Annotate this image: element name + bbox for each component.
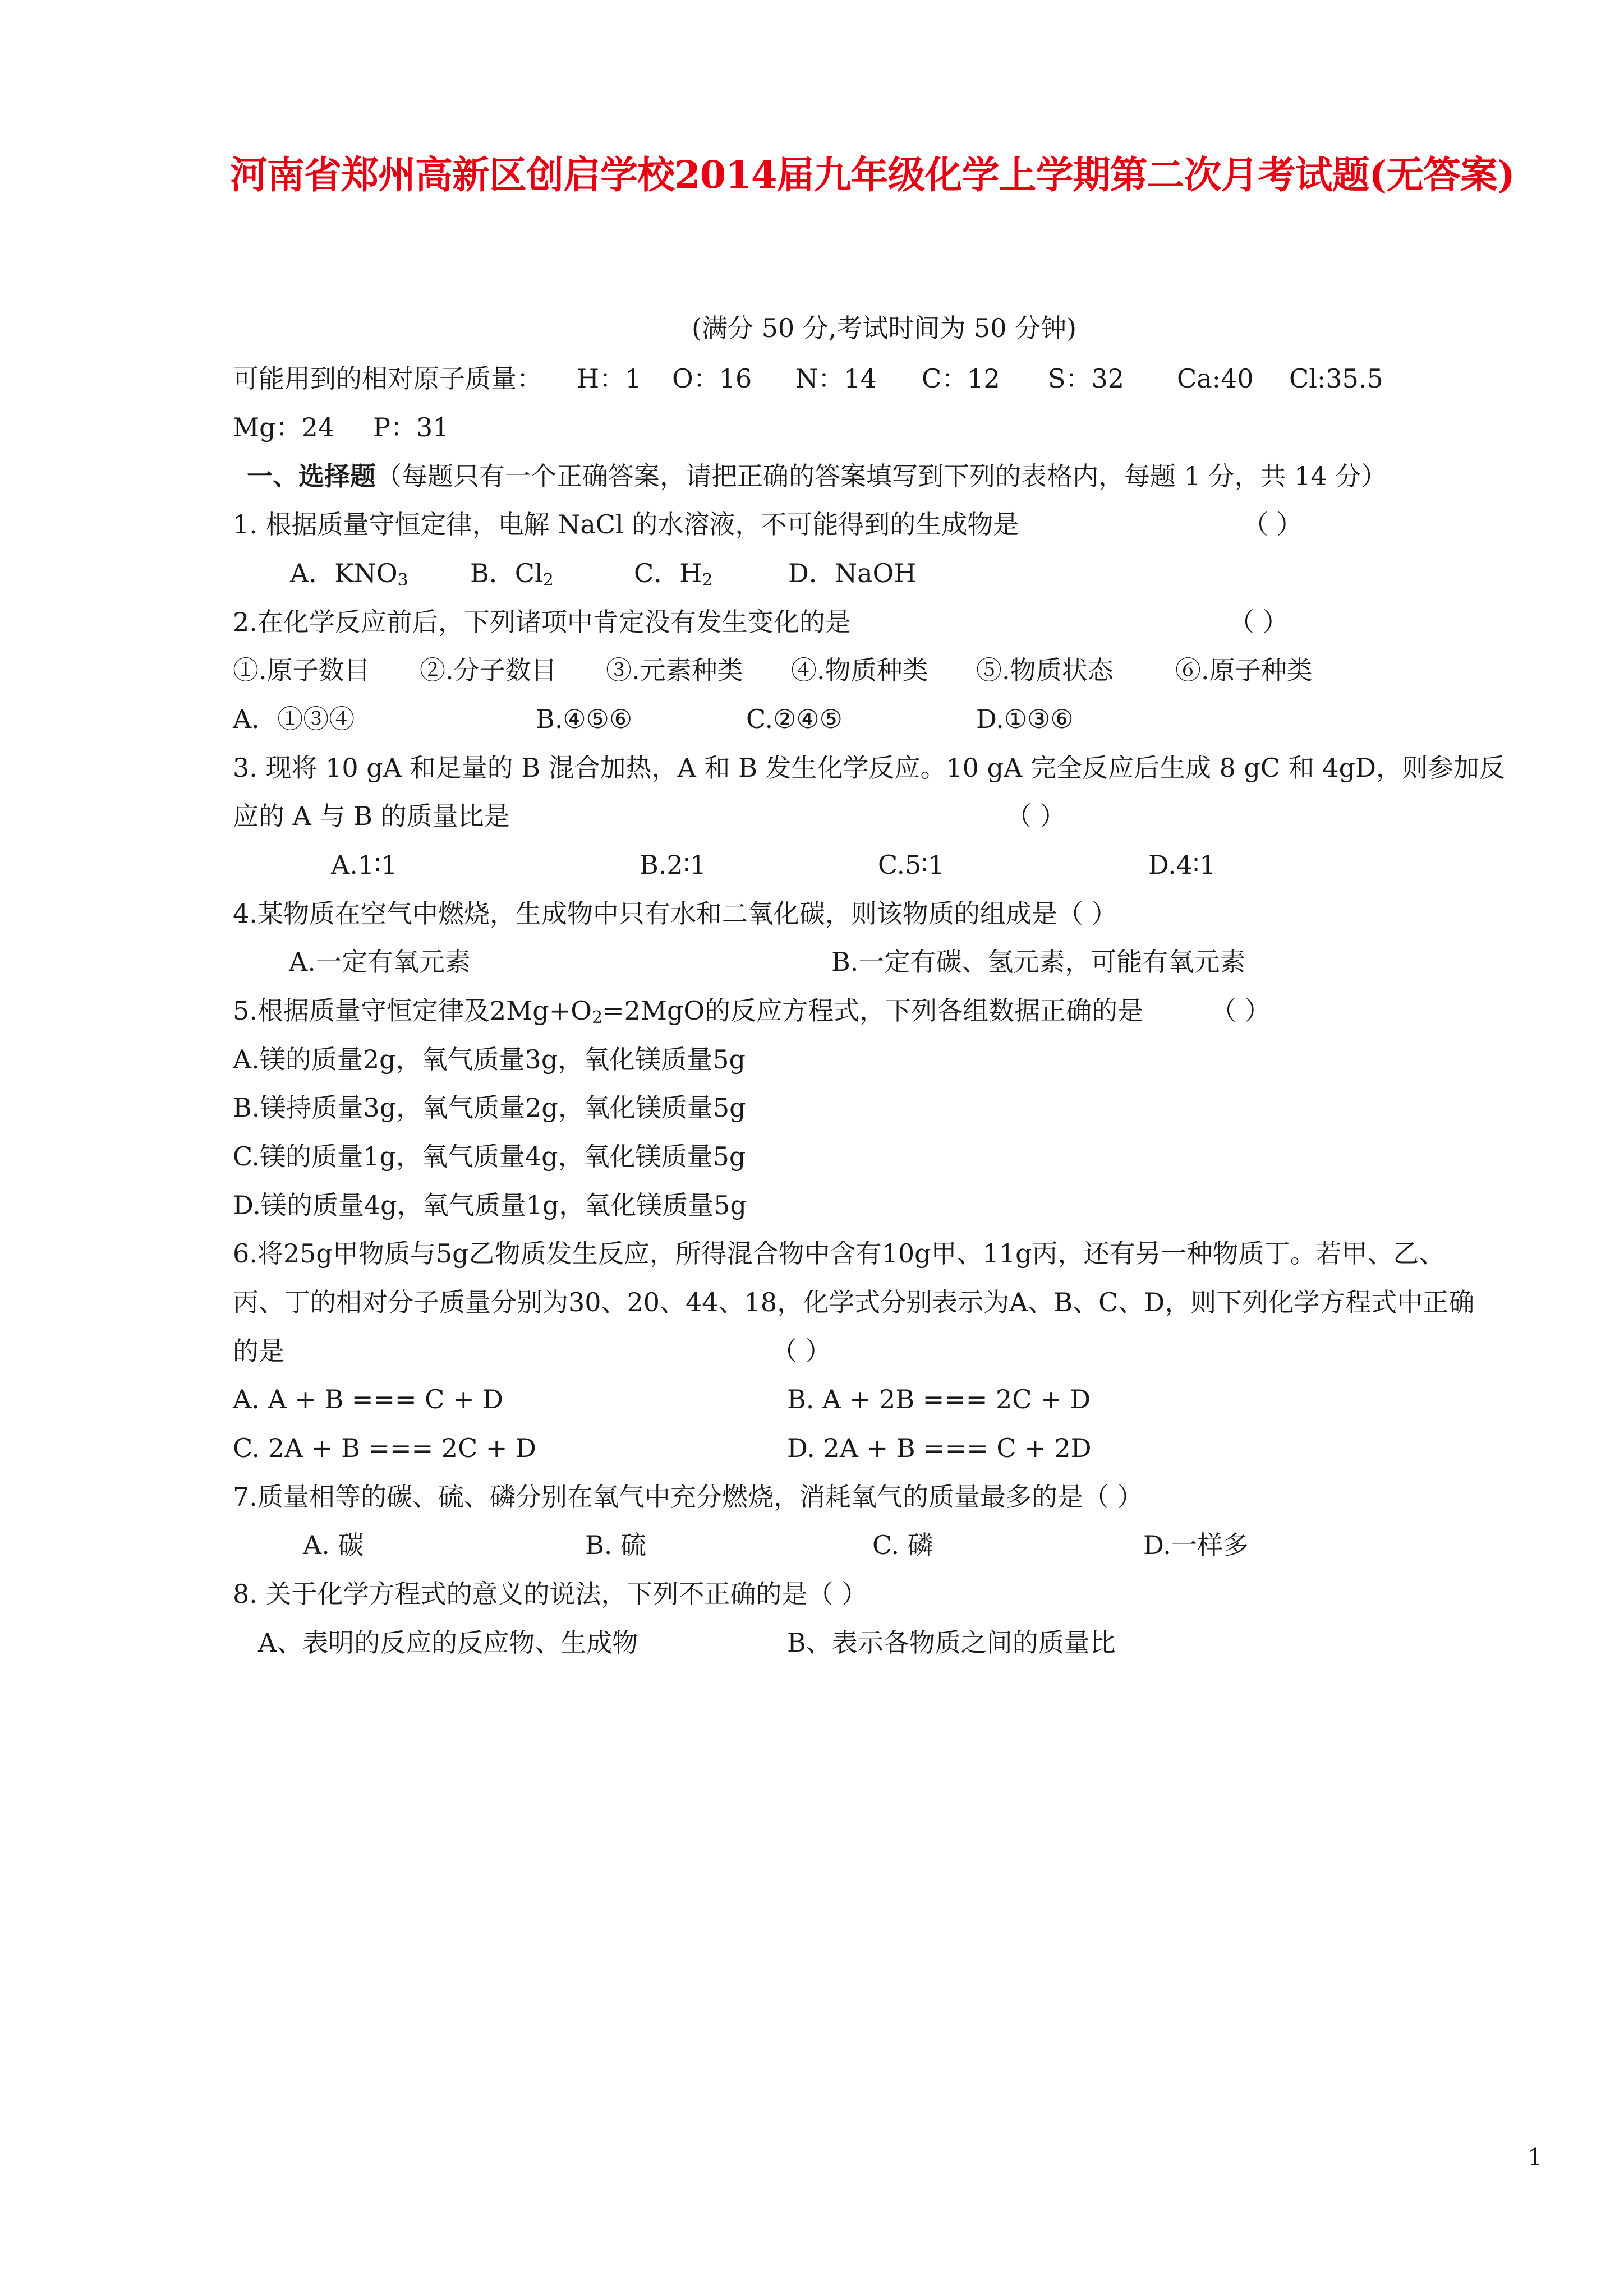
atomic-mass-n: N：14: [795, 363, 877, 394]
exam-note: (满分 50 分,考试时间为 50 分钟): [692, 313, 1077, 343]
q2-answer-bracket: （ ）: [1229, 607, 1289, 637]
q1-option-b: B．$Cl_2$: [470, 558, 554, 590]
q3-option-b: B.2∶1: [640, 850, 706, 880]
q2-item-5: ⑤.物质状态: [976, 655, 1114, 685]
q4-option-b: B.一定有碳、氢元素，可能有氧元素: [831, 947, 1246, 977]
q7-option-c: C. 磷: [872, 1530, 933, 1560]
page-number: 1: [1528, 2143, 1543, 2171]
atomic-mass-c: C：12: [922, 363, 1000, 394]
q7-stem: 7.质量相等的碳、硫、磷分别在氧气中充分燃烧，消耗氧气的质量最多的是（ ）: [233, 1482, 1143, 1512]
q1-answer-bracket: （ ）: [1243, 509, 1303, 540]
q8-option-a: A、表明的反应的反应物、生成物: [258, 1628, 638, 1658]
section-1-header: [247, 461, 1387, 492]
q4-option-a: A.一定有氧元素: [289, 947, 471, 977]
atomic-mass-mg: Mg：24: [233, 412, 335, 442]
q5-answer-bracket: （ ）: [1211, 995, 1271, 1026]
q5-option-d: D.镁的质量4g，氧气质量1g，氧化镁质量5g: [233, 1190, 747, 1220]
q6-option-a: A. A + B === C + D: [233, 1384, 504, 1414]
q2-item-6: ⑥.原子种类: [1175, 655, 1313, 685]
q3-stem-line-1: 3. 现将 10 gA 和足量的 B 混合加热，A 和 B 发生化学反应。10 gA 完全反应后生成 8 gC 和 4gD，则参加反: [233, 753, 1505, 783]
atomic-mass-h: H：1: [577, 363, 642, 394]
q6-answer-bracket: （ ）: [771, 1336, 831, 1366]
section-1-instruction: （每题只有一个正确答案，请把正确的答案填写到下列的表格内，每题 1 分，共 14 分）: [376, 461, 1387, 491]
q3-option-a: A.1∶1: [331, 850, 398, 880]
q5-option-b: B.镁持质量3g，氧气质量2g，氧化镁质量5g: [233, 1092, 746, 1123]
q2-item-4: ④.物质种类: [791, 655, 928, 685]
q6-stem-line-2: 丙、丁的相对分子质量分别为30、20、44、18，化学式分别表示为A、B、C、D，则下列化学方程式中正确: [233, 1287, 1475, 1317]
q1-option-d: D．NaOH: [788, 558, 917, 588]
q7-option-b: B. 硫: [585, 1530, 647, 1560]
q2-option-b: B.④⑤⑥: [536, 704, 633, 734]
q1-stem: 1. 根据质量守恒定律，电解 NaCl 的水溶液，不可能得到的生成物是: [233, 509, 1019, 540]
q6-option-c: C. 2A + B === 2C + D: [233, 1433, 536, 1463]
q2-item-2: ②.分子数目: [420, 655, 557, 685]
exam-title: 河南省郑州高新区创启学校2014届九年级化学上学期第二次月考试题(无答案): [230, 153, 1515, 197]
q3-option-c: C.5∶1: [878, 850, 945, 880]
q6-stem-line-1: 6.将25g甲物质与5g乙物质发生反应，所得混合物中含有10g甲、11g丙，还有另一种物质丁。若甲、乙、: [233, 1238, 1445, 1269]
q2-item-1: ①.原子数目: [233, 655, 370, 685]
q3-option-d: D.4∶1: [1148, 850, 1216, 880]
q6-option-d: D. 2A + B === C + 2D: [787, 1433, 1092, 1463]
atomic-mass-cl: Cl:35.5: [1289, 363, 1383, 394]
q2-option-d: D.①③⑥: [976, 704, 1074, 734]
q8-stem: 8. 关于化学方程式的意义的说法，下列不正确的是（ ）: [233, 1579, 868, 1609]
q2-option-c: C.②④⑤: [746, 704, 843, 734]
q5-option-a: A.镁的质量2g，氧气质量3g，氧化镁质量5g: [233, 1044, 746, 1075]
q6-stem-line-3: 的是: [233, 1336, 284, 1366]
atomic-mass-s: S：32: [1048, 363, 1125, 394]
atomic-mass-p: P：31: [373, 412, 449, 442]
q3-answer-bracket: （ ）: [1006, 801, 1066, 831]
q2-item-3: ③.元素种类: [606, 655, 743, 685]
q1-option-c: C．$H_2$: [634, 558, 713, 590]
q6-option-b: B. A + 2B === 2C + D: [787, 1384, 1091, 1414]
atomic-mass-ca: Ca:40: [1177, 363, 1254, 394]
q4-stem: 4.某物质在空气中燃烧，生成物中只有水和二氧化碳，则该物质的组成是（ ）: [233, 898, 1117, 929]
q5-option-c: C.镁的质量1g，氧气质量4g，氧化镁质量5g: [233, 1141, 746, 1172]
q1-option-a: A．$KNO_3$: [290, 558, 408, 590]
q7-option-a: A. 碳: [303, 1530, 364, 1560]
q8-option-b: B、表示各物质之间的质量比: [787, 1628, 1116, 1658]
q2-option-a: A．①③④: [233, 704, 355, 734]
section-1-heading: 一、选择题: [247, 461, 376, 491]
atomic-mass-o: O：16: [672, 363, 752, 394]
q7-option-d: D.一样多: [1143, 1530, 1249, 1560]
atomic-mass-label: 可能用到的相对原子质量：: [233, 363, 542, 394]
q3-stem-line-2: 应的 A 与 B 的质量比是: [233, 801, 510, 831]
q5-stem: 5.根据质量守恒定律及$2Mg+O_2=2MgO$的反应方程式，下列各组数据正确的是: [233, 995, 1144, 1027]
q2-stem: 2.在化学反应前后，下列诸项中肯定没有发生变化的是: [233, 607, 851, 637]
